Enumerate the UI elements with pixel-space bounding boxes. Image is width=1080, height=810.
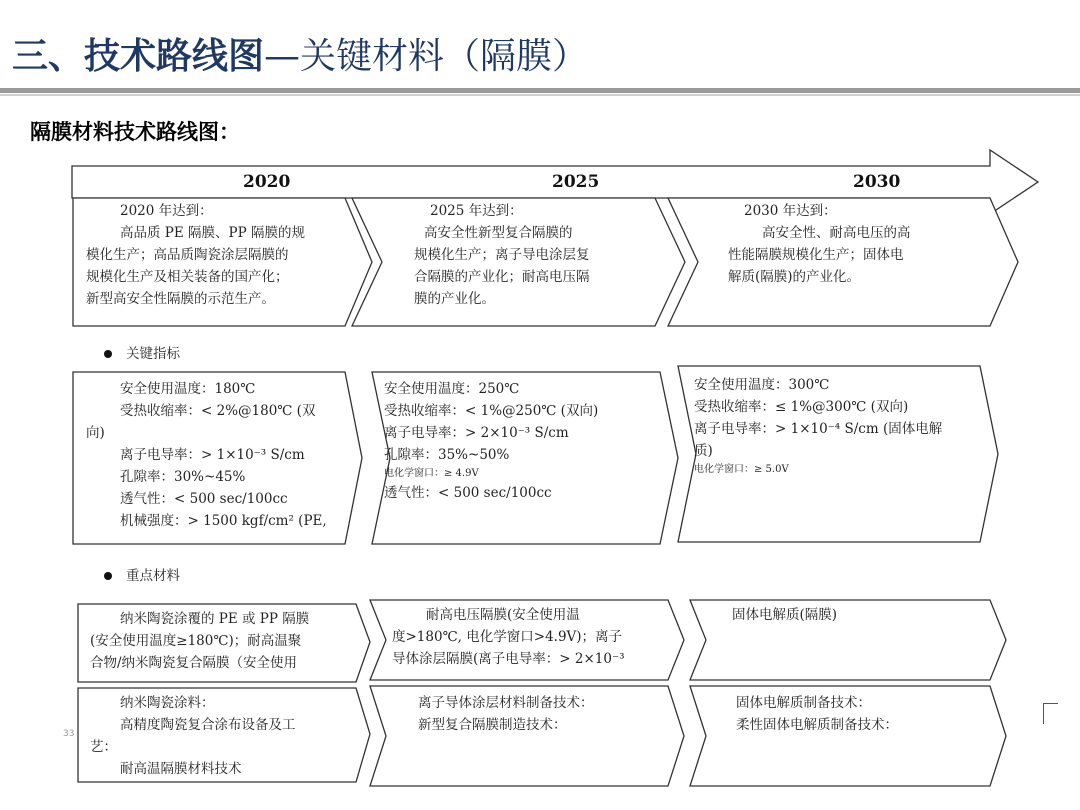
goal-line: 高品质 PE 隔膜、PP 隔膜的规 <box>120 225 305 241</box>
goal-line: 新型高安全性隔膜的示范生产。 <box>86 291 275 307</box>
tech-2020-text <box>90 692 358 778</box>
indicator-line: 向) <box>86 425 105 441</box>
indicator-line: 孔隙率：30%~45% <box>120 469 246 485</box>
goal-line: 膜的产业化。 <box>414 291 495 307</box>
goal-line: 性能隔膜规模化生产；固体电 <box>728 247 904 263</box>
tech-line: 耐高温隔膜材料技术 <box>120 761 242 777</box>
indicator-line: 离子电导率：> 2×10⁻³ S/cm <box>384 425 569 441</box>
material-line: 耐高电压隔膜(安全使用温 <box>426 607 580 623</box>
goal-line: 高安全性、耐高电压的高 <box>762 225 911 241</box>
bullet-icon <box>104 572 112 580</box>
material-2025-text <box>392 604 668 670</box>
tech-line: 柔性固体电解质制备技术： <box>736 717 898 733</box>
goal-heading: 2025 年达到： <box>430 203 523 219</box>
tech-line: 艺： <box>90 739 117 755</box>
tech-line: 纳米陶瓷涂料： <box>120 695 215 711</box>
goal-line: 模化生产；高品质陶瓷涂层隔膜的 <box>86 247 289 263</box>
indicator-line: 受热收缩率：≤ 1%@300℃ (双向) <box>694 399 909 415</box>
indicator-line: 孔隙率：35%~50% <box>384 447 510 463</box>
material-2030-text <box>732 604 982 626</box>
section-label: 关键指标 <box>126 346 180 362</box>
year-label-2020: 2020 <box>243 172 291 192</box>
title-light: —关键材料（隔膜） <box>264 36 589 77</box>
tech-2025-text <box>418 692 668 736</box>
tech-line: 离子导体涂层材料制备技术： <box>418 695 594 711</box>
goal-2025-text <box>414 200 676 310</box>
year-label-2030: 2030 <box>853 172 901 192</box>
material-2020-text <box>90 608 358 674</box>
goal-line: 解质(隔膜)的产业化。 <box>728 269 861 285</box>
indicator-line: 受热收缩率：< 2%@180℃ (双 <box>120 403 316 419</box>
tech-line: 固体电解质制备技术： <box>736 695 871 711</box>
title-bold: 三、技术路线图 <box>12 36 265 77</box>
indicator-line: 机械强度：> 1500 kgf/cm² (PE, <box>120 513 327 529</box>
indicator-line: 透气性：< 500 sec/100cc <box>120 491 288 507</box>
goal-2020-text <box>86 200 354 310</box>
goal-heading: 2020 年达到： <box>120 203 213 219</box>
indicator-2025-text <box>384 378 664 504</box>
indicator-line: 离子电导率：> 1×10⁻⁴ S/cm (固体电解 <box>694 421 943 437</box>
section-label: 重点材料 <box>126 568 180 584</box>
indicator-line: 电化学窗口：≥ 4.9V <box>384 468 479 479</box>
page-number: 33 <box>63 729 75 739</box>
goal-2030-text <box>728 200 990 288</box>
indicator-line: 安全使用温度：300℃ <box>694 377 830 393</box>
indicator-line: 质) <box>694 443 713 459</box>
corner-mark <box>1043 703 1058 724</box>
tech-2030-text <box>736 692 986 736</box>
material-line: 导体涂层隔膜(离子电导率：> 2×10⁻³ <box>392 651 625 667</box>
goal-line: 高安全性新型复合隔膜的 <box>424 225 573 241</box>
tech-line: 新型复合隔膜制造技术： <box>418 717 567 733</box>
section-key-indicators <box>104 342 180 362</box>
material-line: 度>180℃, 电化学窗口>4.9V)；离子 <box>392 629 623 645</box>
section-key-materials <box>104 564 180 584</box>
indicator-line: 安全使用温度：180℃ <box>120 381 256 397</box>
indicator-line: 离子电导率：> 1×10⁻³ S/cm <box>120 447 305 463</box>
subtitle: 隔膜材料技术路线图： <box>30 120 240 144</box>
material-line: 纳米陶瓷涂覆的 PE 或 PP 隔膜 <box>120 611 310 627</box>
goal-line: 规模化生产；离子导电涂层复 <box>414 247 590 263</box>
indicator-line: 安全使用温度：250℃ <box>384 381 520 397</box>
material-line: 合物/纳米陶瓷复合隔膜（安全使用 <box>90 655 298 671</box>
goal-line: 规模化生产及相关装备的国产化； <box>86 269 289 285</box>
goal-heading: 2030 年达到： <box>744 203 837 219</box>
goal-line: 合隔膜的产业化；耐高电压隔 <box>414 269 590 285</box>
indicator-line: 电化学窗口：≥ 5.0V <box>694 464 789 475</box>
indicator-line: 透气性：< 500 sec/100cc <box>384 485 552 501</box>
indicator-2020-text <box>86 378 348 532</box>
material-line: 固体电解质(隔膜) <box>732 607 838 623</box>
indicator-line: 受热收缩率：< 1%@250℃ (双向) <box>384 403 599 419</box>
tech-line: 高精度陶瓷复合涂布设备及工 <box>120 717 296 733</box>
bullet-icon <box>104 350 112 358</box>
indicator-2030-text <box>694 374 984 478</box>
material-line: (安全使用温度≥180℃)；耐高温聚 <box>90 633 302 649</box>
year-label-2025: 2025 <box>552 172 600 192</box>
